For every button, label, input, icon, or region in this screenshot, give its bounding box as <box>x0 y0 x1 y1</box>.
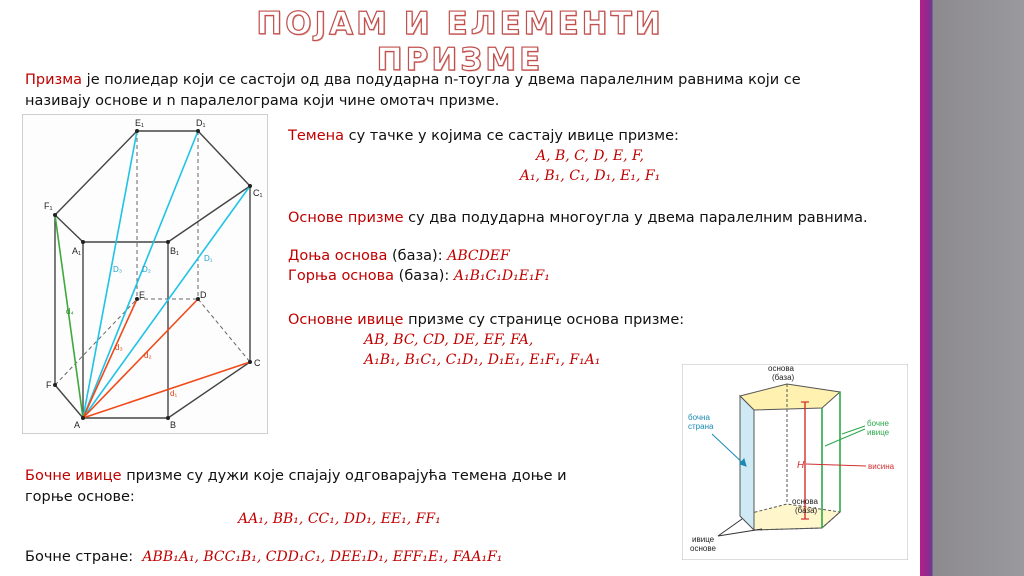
vertices-line <box>288 126 908 146</box>
label-osnova-bot-2: (база) <box>795 506 818 515</box>
upper-base-line <box>288 266 788 286</box>
label-d2: d₂ <box>144 351 152 360</box>
label-ivice-1: ивице <box>692 535 715 544</box>
label-bocna-1: бочна <box>688 413 710 422</box>
base-edges-line <box>288 310 888 330</box>
label-B1: B₁ <box>170 246 180 256</box>
upper-base-value: A₁B₁C₁D₁E₁F₁ <box>453 268 550 284</box>
intro-text-1: је полиедар који се састоји од два подударна n-тоугла у двема паралелним равнима који се <box>82 72 801 88</box>
lower-base-term: Доња основа <box>288 248 388 264</box>
label-d3: d₃ <box>115 343 123 352</box>
label-osnova-bot-1: основа <box>792 497 818 506</box>
lower-base-text: (база): <box>387 248 448 264</box>
bases-text: су два подударна многоугла у двема паралелним равнима. <box>403 210 868 226</box>
label-D: D <box>200 290 207 300</box>
upper-base-text: (база): <box>394 268 454 284</box>
base-edges-text: призме су странице основа призме: <box>403 312 685 328</box>
label-visina: висина <box>868 462 895 471</box>
lateral-edges-text-1: призме су дужи које спајају одговарајућа темена доње и <box>121 468 567 484</box>
label-F1: F₁ <box>44 201 53 211</box>
label-bocna-2: страна <box>688 422 714 431</box>
base-edges-list-1: AB, BC, CD, DE, EF, FA, <box>364 332 534 348</box>
vertex-F <box>53 383 57 387</box>
bases-term: Основе призме <box>288 210 404 226</box>
label-d1: d₁ <box>170 389 178 398</box>
lateral-faces-list: ABB₁A₁, BCC₁B₁, CDD₁C₁, DEE₁D₁, EFF₁E₁, FAA₁F₁ <box>142 549 503 565</box>
pentagonal-prism-figure <box>682 364 908 560</box>
label-D2: D₂ <box>142 265 151 274</box>
lower-base-line <box>288 246 788 266</box>
vertex-C1 <box>248 184 252 188</box>
label-H: H <box>797 460 805 471</box>
intro-line-2: називају основе и n паралелограма који чине омотач призме. <box>25 93 500 109</box>
vertex-E1 <box>135 129 139 133</box>
label-bocne-2: ивице <box>867 428 890 437</box>
lateral-edges-list: AA₁, BB₁, CC₁, DD₁, EE₁, FF₁ <box>238 511 441 527</box>
bases-line <box>288 208 913 228</box>
lateral-edges-line-1 <box>25 466 675 486</box>
label-bocne-1: бочне <box>867 419 889 428</box>
label-E: E <box>139 290 146 300</box>
label-ivice-2: основе <box>690 544 716 553</box>
vertex-F1 <box>53 213 57 217</box>
vertices-list-2: A₁, B₁, C₁, D₁, E₁, F₁ <box>519 168 661 184</box>
vertex-A1 <box>81 240 85 244</box>
vertices-list-1: A, B, C, D, E, F, <box>535 148 645 164</box>
intro-term: Призма <box>25 72 83 88</box>
hexagonal-prism-figure <box>22 114 268 434</box>
base-edges-term: Основне ивице <box>288 312 404 328</box>
decorative-side-band <box>920 0 1024 576</box>
label-C: C <box>254 358 261 368</box>
label-E1: E₁ <box>135 118 145 128</box>
base-edges-list-2: A₁B₁, B₁C₁, C₁D₁, D₁E₁, E₁F₁, F₁A₁ <box>364 352 601 368</box>
vertex-C <box>248 360 252 364</box>
page-title: ПОЈАМ И ЕЛЕМЕНТИ ПРИЗМЕ <box>256 6 664 78</box>
lateral-edges-line-2: горње основе: <box>25 489 135 505</box>
figure-frame <box>23 115 268 434</box>
label-F: F <box>46 380 52 390</box>
intro-line-1 <box>25 70 905 90</box>
label-C1: C₁ <box>253 188 263 198</box>
vertex-A <box>81 416 85 420</box>
lateral-edges-term: Бочне ивице <box>25 468 122 484</box>
lower-base-value: ABCDEF <box>447 248 510 264</box>
label-B: B <box>170 420 177 430</box>
label-A: A <box>74 420 81 430</box>
label-D3: D₃ <box>113 265 123 274</box>
lateral-faces-line <box>25 547 685 567</box>
vertex-D1 <box>196 129 200 133</box>
vertices-term: Темена <box>288 128 345 144</box>
vertices-text: су тачке у којима се састају ивице призме: <box>344 128 679 144</box>
label-D1-diag: D₁ <box>204 254 213 263</box>
label-D1: D₁ <box>196 118 206 128</box>
label-d4: d₄ <box>66 307 74 316</box>
label-osnova-top-2: (база) <box>772 373 795 382</box>
label-osnova-top-1: основа <box>768 364 794 373</box>
upper-base-term: Горња основа <box>288 268 395 284</box>
vertex-B1 <box>166 240 170 244</box>
label-A1: A₁ <box>72 246 82 256</box>
lateral-faces-label: Бочне стране: <box>25 549 134 565</box>
